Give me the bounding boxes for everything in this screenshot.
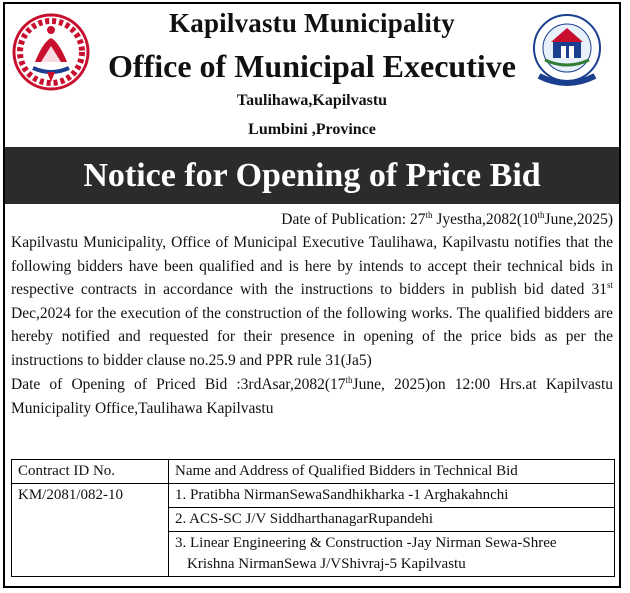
bidder-2: 2. ACS-SC J/V SiddharthanagarRupandehi <box>169 508 615 532</box>
header-bidder-name: Name and Address of Qualified Bidders in Technical Bid <box>169 460 615 484</box>
contract-id-cell: KM/2081/082-10 <box>12 484 169 577</box>
publication-date: Date of Publication: 27th Jyestha,2082(10thJune,2025) <box>281 209 613 228</box>
notice-body: Kapilvastu Municipality, Office of Municipal Executive Taulihawa, Kapilvastu notifies that the following bidders have been qualified and is here by intends to accept their technical bids in respective contracts in accordance with the instructions to bidders in publish bid dated 31st Dec,2024 for the execution of the construction of the following works. The qualified bidders are hereby notified and requested for their presence in opening of the price bids as per the instructions to bidder clause no.25.9 and PPR rule 31(Ja5) <box>11 234 613 369</box>
municipality-name: Kapilvastu Municipality <box>169 8 455 38</box>
bidders-table <box>11 459 615 577</box>
address-line-2: Lumbini ,Province <box>248 121 376 138</box>
header-contract-id: Contract ID No. <box>12 460 169 484</box>
notice-title: Notice for Opening of Price Bid <box>5 147 619 204</box>
municipality-emblem-icon <box>531 10 603 92</box>
office-name: Office of Municipal Executive <box>108 48 516 84</box>
opening-date: Date of Opening of Priced Bid :3rdAsar,2082(17thJune, 2025)on 12:00 Hrs.at Kapilvastu Municipality Office,Taulihawa Kapilvastu <box>11 374 613 417</box>
letterhead <box>5 4 619 147</box>
bidder-3: 3. Linear Engineering & Construction -Jay Nirman Sewa-Shree Krishna NirmanSewa J/VShivraj-5 Kapilvastu <box>169 532 615 577</box>
notice-document <box>3 2 621 588</box>
table-row <box>12 484 615 508</box>
table-header-row <box>12 460 615 484</box>
bidder-1: 1. Pratibha NirmanSewaSandhikharka -1 Arghakahnchi <box>169 484 615 508</box>
address-line-1: Taulihawa,Kapilvastu <box>236 92 388 109</box>
